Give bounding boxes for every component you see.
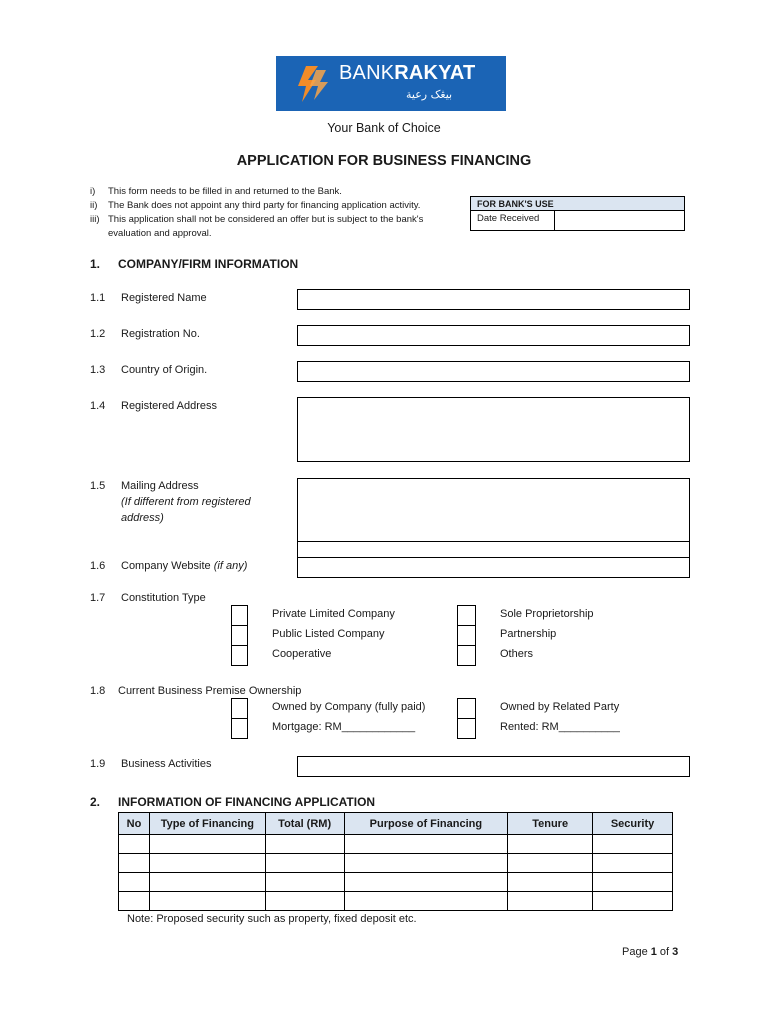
mailing-address-sublabel: (If different from registered: [121, 496, 251, 508]
mailing-address-divider: [297, 541, 690, 542]
cooperative-checkbox[interactable]: [232, 646, 247, 666]
date-received-field[interactable]: [555, 211, 684, 230]
premise-right-checkboxes: [457, 698, 476, 739]
tagline: Your Bank of Choice: [327, 121, 441, 135]
field-number: 1.3: [90, 364, 106, 376]
table-cell[interactable]: [265, 854, 344, 873]
others-checkbox[interactable]: [458, 646, 475, 666]
option-label: Mortgage: RM____________: [272, 721, 416, 733]
premise-left-checkboxes: [231, 698, 248, 739]
table-cell[interactable]: [344, 835, 508, 854]
field-number: 1.6: [90, 560, 106, 572]
constitution-label: Constitution Type: [121, 592, 206, 604]
option-label: Sole Proprietorship: [500, 608, 594, 620]
note-item: iii) This application shall not be considered an offer but is subject to the bank's: [90, 214, 424, 225]
financing-table: [118, 812, 673, 911]
security-note: Note: Proposed security such as property, fixed deposit etc.: [127, 913, 417, 925]
table-header-row: [119, 813, 673, 835]
column-header: Total (RM): [265, 813, 344, 835]
partnership-checkbox[interactable]: [458, 626, 475, 646]
logo-jawi-text: بيڠک رعية: [406, 88, 453, 101]
business-activities-input[interactable]: [297, 756, 690, 777]
mailing-address-input[interactable]: [297, 478, 690, 558]
section2-title: INFORMATION OF FINANCING APPLICATION: [118, 795, 376, 809]
note-item: i) This form needs to be filled in and returned to the Bank.: [90, 186, 342, 197]
country-label: Country of Origin.: [121, 364, 208, 376]
table-cell[interactable]: [344, 854, 508, 873]
table-cell[interactable]: [508, 892, 593, 911]
column-header: No: [119, 813, 150, 835]
table-cell[interactable]: [344, 873, 508, 892]
website-label: Company Website (if any): [121, 560, 248, 572]
note-item: evaluation and approval.: [108, 228, 212, 239]
notes-list: [90, 185, 423, 241]
constitution-right-checkboxes: [457, 605, 476, 666]
table-cell[interactable]: [593, 854, 673, 873]
table-cell[interactable]: [149, 873, 265, 892]
registered-name-input[interactable]: [297, 289, 690, 310]
constitution-left-checkboxes: [231, 605, 248, 666]
table-row: [119, 873, 673, 892]
bank-rakyat-emblem-icon: [292, 64, 332, 104]
website-input[interactable]: [297, 557, 690, 578]
field-number: 1.1: [90, 292, 106, 304]
option-label: Cooperative: [272, 648, 332, 660]
registration-no-label: Registration No.: [121, 328, 200, 340]
option-label: Owned by Company (fully paid): [272, 701, 426, 713]
table-cell[interactable]: [508, 835, 593, 854]
page-number: Page 1 of 3: [622, 946, 679, 958]
table-cell[interactable]: [593, 892, 673, 911]
table-cell[interactable]: [119, 835, 150, 854]
table-row: [119, 854, 673, 873]
table-cell[interactable]: [119, 873, 150, 892]
field-number: 1.4: [90, 400, 106, 412]
field-number: 1.9: [90, 758, 106, 770]
field-number: 1.2: [90, 328, 106, 340]
table-cell[interactable]: [265, 835, 344, 854]
option-label: Partnership: [500, 628, 557, 640]
field-number: 1.8: [90, 685, 106, 697]
page-title: APPLICATION FOR BUSINESS FINANCING: [236, 153, 532, 169]
registered-name-label: Registered Name: [121, 292, 207, 304]
field-number: 1.5: [90, 480, 106, 492]
table-cell[interactable]: [119, 892, 150, 911]
table-cell[interactable]: [265, 892, 344, 911]
column-header: Tenure: [508, 813, 593, 835]
option-label: Private Limited Company: [272, 608, 395, 620]
table-cell[interactable]: [149, 892, 265, 911]
note-item: ii) The Bank does not appoint any third party for financing application activity.: [90, 200, 421, 211]
table-cell[interactable]: [344, 892, 508, 911]
mailing-address-sublabel: address): [121, 512, 164, 524]
option-label: Public Listed Company: [272, 628, 385, 640]
premise-label: Current Business Premise Ownership: [118, 685, 302, 697]
sole-proprietorship-checkbox[interactable]: [458, 606, 475, 626]
table-cell[interactable]: [149, 854, 265, 873]
column-header: Security: [593, 813, 673, 835]
mortgage-checkbox[interactable]: [232, 719, 247, 739]
date-received-label: Date Received: [477, 213, 540, 224]
option-label: Owned by Related Party: [500, 701, 620, 713]
registered-address-label: Registered Address: [121, 400, 217, 412]
mailing-address-label: Mailing Address: [121, 480, 199, 492]
owned-by-related-party-checkbox[interactable]: [458, 699, 475, 719]
table-cell[interactable]: [593, 835, 673, 854]
section2-number: 2.: [90, 795, 101, 809]
section1-number: 1.: [90, 257, 101, 271]
country-input[interactable]: [297, 361, 690, 382]
business-activities-label: Business Activities: [121, 758, 212, 770]
table-cell[interactable]: [149, 835, 265, 854]
column-header: Type of Financing: [149, 813, 265, 835]
table-cell[interactable]: [508, 854, 593, 873]
option-label: Rented: RM__________: [500, 721, 620, 733]
public-listed-checkbox[interactable]: [232, 626, 247, 646]
table-row: [119, 892, 673, 911]
table-cell[interactable]: [119, 854, 150, 873]
registration-no-input[interactable]: [297, 325, 690, 346]
owned-by-company-checkbox[interactable]: [232, 699, 247, 719]
option-label: Others: [500, 648, 534, 660]
table-cell[interactable]: [508, 873, 593, 892]
section1-title: COMPANY/FIRM INFORMATION: [118, 257, 299, 271]
private-limited-checkbox[interactable]: [232, 606, 247, 626]
field-number: 1.7: [90, 592, 106, 604]
rented-checkbox[interactable]: [458, 719, 475, 739]
registered-address-input[interactable]: [297, 397, 690, 462]
table-cell[interactable]: [593, 873, 673, 892]
logo-wordmark: BANKRAKYAT: [339, 62, 476, 84]
bank-use-header: FOR BANK'S USE: [471, 197, 684, 211]
table-row: [119, 835, 673, 854]
table-cell[interactable]: [265, 873, 344, 892]
column-header: Purpose of Financing: [344, 813, 508, 835]
bank-use-box: [470, 196, 685, 231]
